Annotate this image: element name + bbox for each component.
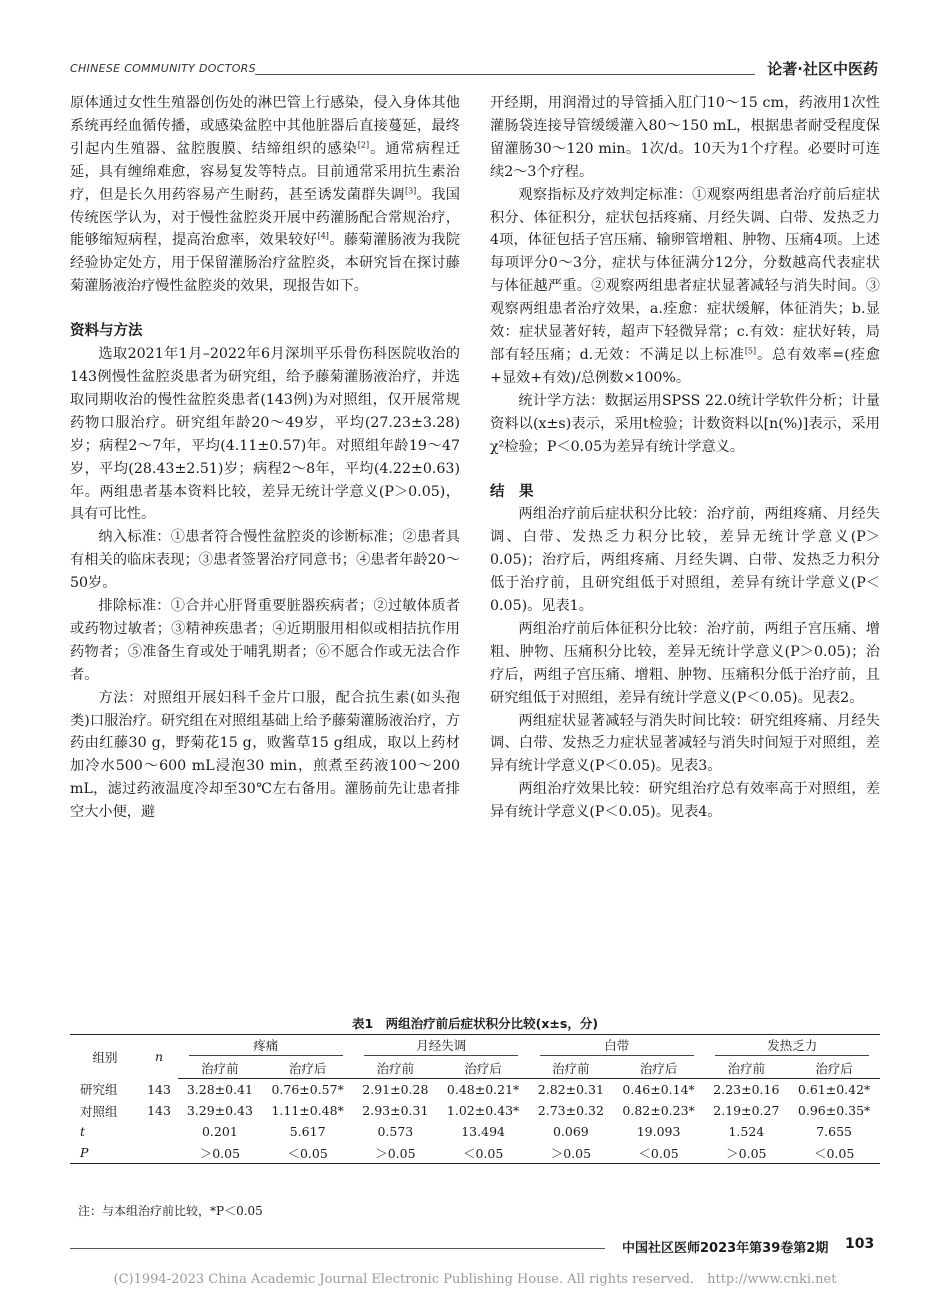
table-cell: 3.28±0.41 [186,1082,253,1097]
table-cell: 0.76±0.57* [271,1082,344,1097]
result-effect-paragraph: 两组治疗效果比较：研究组治疗总有效率高于对照组，差异有统计学意义(P＜0.05)。见表4。 [490,781,880,821]
table-cell: 0.46±0.14* [622,1082,695,1097]
row-n: 143 [147,1103,171,1118]
table-row [70,1142,880,1164]
row-n [140,1142,178,1164]
footer-rule [70,1248,605,1249]
table-cell: 0.573 [377,1124,414,1139]
table-cell: ＜0.05 [437,1142,529,1164]
table-cell: 0.96±0.35* [797,1103,871,1118]
col-header-pain: 疼痛 [178,1035,353,1058]
table-cell: ＜0.05 [788,1142,880,1164]
inclusion-paragraph: 纳入标准：①患者符合慢性盆腔炎的诊断标准；②患者具有相关的临床表现；③患者签署治疗同意书；④患者年龄20～50岁。 [70,529,460,592]
sub-header-before: 治疗前 [529,1057,613,1079]
col-header-leukorrhea: 白带 [529,1035,704,1058]
sub-header-after: 治疗后 [262,1057,354,1079]
result-sign-paragraph: 两组治疗前后体征积分比较：治疗前，两组子宫压痛、增粗、肿物、压痛积分比较，差异无统计学意义(P＞0.05)；治疗后，两组子宫压痛、增粗、肿物、压痛积分低于治疗前，且研究组低于对照组，差异有统计学意义(P＜0.05)。见表2。 [490,620,880,706]
sub-header-after: 治疗后 [437,1057,529,1079]
col-header-n: n [140,1035,178,1079]
citation-ref[interactable]: [5] [744,346,757,356]
citation-ref[interactable]: [4] [317,231,329,241]
table-cell: 13.494 [461,1124,505,1139]
table-cell: 2.93±0.31 [362,1103,429,1118]
table-cell: 2.91±0.28 [362,1082,429,1097]
table-cell: 7.655 [816,1124,853,1139]
row-n: 143 [147,1081,171,1097]
table-cell: ＞0.05 [353,1142,437,1164]
table-cell: 2.23±0.16 [713,1082,780,1097]
table-cell: 2.73±0.32 [537,1103,604,1118]
row-n [140,1121,178,1142]
results-heading: 结 果 [490,483,534,500]
sub-header-after: 治疗后 [788,1057,880,1079]
table-cell: 0.82±0.23* [622,1103,695,1118]
col-header-group: 组别 [70,1035,140,1079]
table-cell: 0.069 [552,1124,589,1139]
patients-paragraph: 选取2021年1月–2022年6月深圳平乐骨伤科医院收治的143例慢性盆腔炎患者为研究组，给予藤菊灌肠液治疗，并选取同期收治的慢性盆腔炎患者(143例)为对照组，仅开展常规药物口服治疗。研究组年龄20～49岁，平均(27.23±3.28)岁；病程2～7年，平均(4.11±0.57)年。对照组年龄19～47岁，平均(28.43±2.51)岁；病程2～8年，平均(4.22±0.63)年。两组患者基本资料比较，差异无统计学意义(P＞0.05)，具有可比性。 [70,346,460,523]
row-label: P [70,1142,140,1164]
table-cell: ＞0.05 [704,1142,788,1164]
table-cell: 0.201 [201,1124,238,1139]
right-column [490,92,880,824]
table-cell: 0.61±0.42* [797,1082,871,1097]
indicators-paragraph: 观察指标及疗效判定标准：①观察两组患者治疗前后症状积分、体征积分，症状包括疼痛、月经失调、白带、发热乏力4项，体征包括子宫压痛、输卵管增粗、肿物、压痛4项。上述每项评分0～3分，症状与体征满分12分，分数越高代表症状与体征越严重。②观察两组患者症状显著减轻与消失时间。③观察两组患者治疗效果，a.痊愈：症状缓解，体征消失；b.显效：症状显著好转，超声下轻微异常；c.有效：症状好转，局部有轻压痛；d.无效：不满足以上标准[5]。总有效率=(痊愈+显效+有效)/总例数×100%。 [490,186,880,386]
citation-ref[interactable]: [3] [404,185,417,195]
table-note: 注：与本组治疗前比较，*P＜0.05 [78,1204,263,1218]
table-cell: 1.11±0.48* [271,1103,344,1118]
page-number: 103 [845,1236,875,1252]
left-column [70,92,460,824]
copyright-notice: (C)1994-2023 China Academic Journal Electronic Publishing House. All rights reserved. http://www.cnki.net [113,1272,837,1287]
table-cell: ＜0.05 [613,1142,705,1164]
col-header-fever: 发热乏力 [704,1035,880,1058]
table-cell: 1.524 [728,1124,765,1139]
table-cell: ＜0.05 [262,1142,354,1164]
row-label: t [80,1124,86,1139]
sub-header-after: 治疗后 [613,1057,705,1079]
footer-journal: 中国社区医师2023年第39卷第2期 [622,1241,829,1256]
table-cell: 2.82±0.31 [537,1082,604,1097]
symptom-score-table [70,1034,880,1164]
table-cell: 19.093 [636,1124,681,1139]
exclusion-paragraph: 排除标准：①合并心肝肾重要脏器疾病者；②过敏体质者或药物过敏者；③精神疾患者；④近期服用相似或相拮抗作用药物者；⑤准备生育或处于哺乳期者；⑥不愿合作或无法合作者。 [70,598,460,683]
table-cell: 1.02±0.43* [446,1103,520,1118]
methods-heading: 资料与方法 [70,323,143,340]
result-time-paragraph: 两组症状显著减轻与消失时间比较：研究组疼痛、月经失调、白带、发热乏力症状显著减轻与消失时间短于对照组，差异有统计学意义(P＜0.05)。见表3。 [490,712,880,775]
row-label: 对照组 [80,1103,118,1119]
table-row [70,1100,880,1121]
section-label: 论著·社区中医药 [767,60,878,78]
method-paragraph: 方法：对照组开展妇科千金片口服，配合抗生素(如头孢类)口服治疗。研究组在对照组基础上给予藤菊灌肠液治疗，方药由红藤30 g，野菊花15 g，败酱草15 g组成，取以上药材加冷水500～600 mL浸泡30 min，煎煮至药液100～200 mL，滤过药液温度冷却至30℃左右备用。灌肠前先让患者排空大小便，避 [70,689,460,821]
table-cell: 2.19±0.27 [713,1103,780,1118]
journal-name-en: CHINESE COMMUNITY DOCTORS [70,62,256,75]
intro-paragraph: 原体通过女性生殖器创伤处的淋巴管上行感染，侵入身体其他系统再经血循传播，或感染盆腔中其他脏器后直接蔓延，最终引起内生殖器、盆腔腹膜、结缔组织的感染[2]。通常病程迁延，具有缠绵难愈，容易复发等特点。目前通常采用抗生素治疗，但是长久用药容易产生耐药，甚至诱发菌群失调[3]。我国传统医学认为，对于慢性盆腔炎开展中药灌肠配合常规治疗，能够缩短病程，提高治愈率，效果较好[4]。藤菊灌肠液为我院经验协定处方，用于保留灌肠治疗盆腔炎，本研究旨在探讨藤菊灌肠液治疗慢性盆腔炎的效果，现报告如下。 [70,95,460,295]
statistics-paragraph: 统计学方法：数据运用SPSS 22.0统计学软件分析；计量资料以(x±s)表示，采用t检验；计数资料以[n(%)]表示，采用χ²检验；P＜0.05为差异有统计学意义。 [490,392,880,455]
sub-header-before: 治疗前 [178,1057,262,1079]
row-label: 研究组 [80,1082,118,1098]
table-title: 表1 两组治疗前后症状积分比较(x±s，分) [351,1016,599,1031]
table-cell: ＞0.05 [178,1142,262,1164]
table-row [70,1079,880,1101]
table-cell: 5.617 [289,1124,326,1139]
sub-header-before: 治疗前 [704,1057,788,1079]
citation-ref[interactable]: [2] [357,140,370,150]
table-row [70,1121,880,1142]
table-cell: ＞0.05 [529,1142,613,1164]
sub-header-before: 治疗前 [353,1057,437,1079]
header-rule [255,74,755,75]
table-cell: 0.48±0.21* [446,1082,520,1097]
method-continued-paragraph: 开经期，用润滑过的导管插入肛门10～15 cm，药液用1次性灌肠袋连接导管缓缓灌入80～150 mL，根据患者耐受程度保留灌肠30～120 min。1次/d。10天为1个疗程。必要时可连续2～3个疗程。 [490,95,880,180]
col-header-menstrual: 月经失调 [353,1035,528,1058]
table-cell: 3.29±0.43 [186,1103,253,1118]
result-symptom-paragraph: 两组治疗前后症状积分比较：治疗前，两组疼痛、月经失调、白带、发热乏力积分比较，差异无统计学意义(P＞0.05)；治疗后，两组疼痛、月经失调、白带、发热乏力积分低于治疗前，且研究组低于对照组，差异有统计学意义(P＜0.05)。见表1。 [490,506,880,615]
